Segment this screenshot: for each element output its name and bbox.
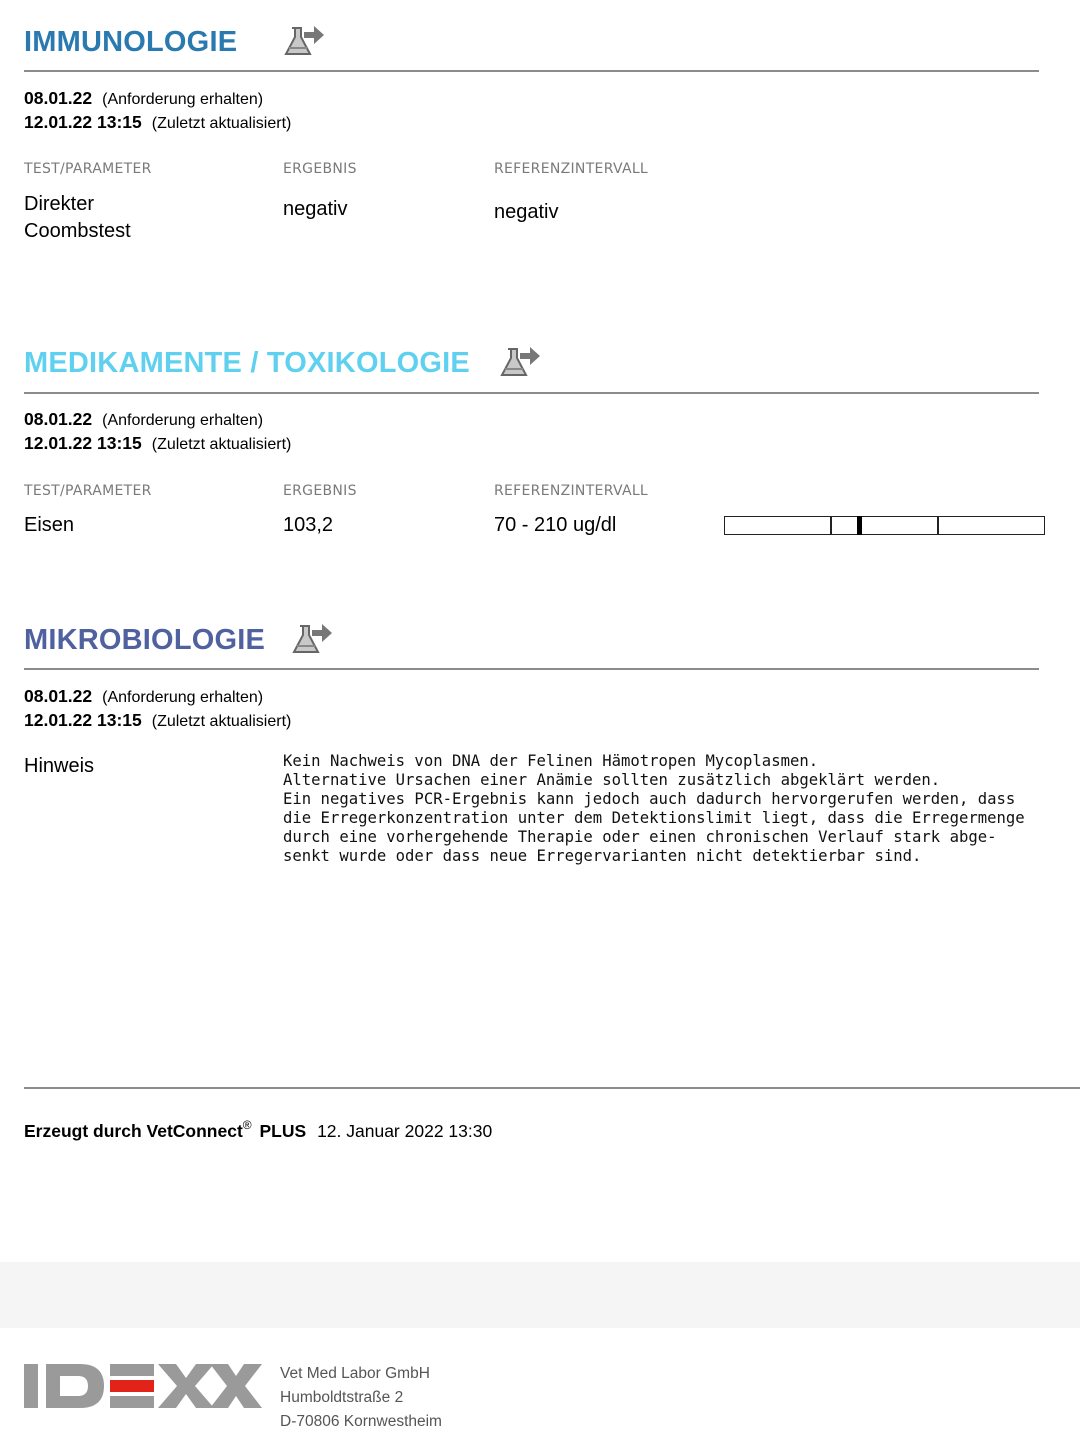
received-label: (Anforderung erhalten) (102, 412, 264, 429)
section-header (24, 624, 1039, 684)
section-header (24, 347, 1039, 407)
date-block (24, 87, 291, 135)
column-header-result: ERGEBNIS (283, 161, 357, 177)
updated-label: (Zuletzt aktualisiert) (151, 713, 292, 730)
received-date: 08.01.22 (24, 686, 93, 706)
test-name-line2: Coombstest (24, 220, 131, 242)
received-label: (Anforderung erhalten) (102, 689, 264, 706)
column-header-test: TEST/PARAMETER (24, 483, 152, 499)
test-name-line1: Direkter (24, 193, 95, 215)
section-header (24, 26, 1039, 86)
generated-by (24, 1118, 492, 1142)
flask-arrow-icon[interactable] (290, 620, 332, 656)
company-address (280, 1362, 442, 1434)
section-title: IMMUNOLOGIE (24, 26, 238, 58)
column-header-reference: REFERENZINTERVALL (494, 161, 649, 177)
section-divider (24, 70, 1039, 72)
column-header-test: TEST/PARAMETER (24, 161, 152, 177)
updated-date: 12.01.22 13:15 (24, 433, 142, 453)
flask-arrow-icon[interactable] (282, 22, 324, 58)
company-city: D-70806 Kornwestheim (280, 1413, 442, 1430)
page-separator-band (0, 1262, 1080, 1328)
range-bar-tick (937, 517, 939, 534)
flask-arrow-icon[interactable] (498, 343, 540, 379)
section-medikamente-toxikologie (24, 347, 1039, 536)
generated-prefix: Erzeugt durch VetConnect (24, 1121, 243, 1141)
range-bar-marker (857, 516, 862, 535)
section-divider (24, 668, 1039, 670)
idexx-logo (24, 1364, 262, 1408)
updated-date: 12.01.22 13:15 (24, 710, 142, 730)
received-label: (Anforderung erhalten) (102, 91, 264, 108)
date-block (24, 685, 291, 733)
section-title: MIKROBIOLOGIE (24, 624, 266, 656)
column-header-reference: REFERENZINTERVALL (494, 483, 649, 499)
section-divider (24, 392, 1039, 394)
updated-label: (Zuletzt aktualisiert) (151, 115, 292, 132)
section-title: MEDIKAMENTE / TOXIKOLOGIE (24, 347, 470, 379)
company-name: Vet Med Labor GmbH (280, 1365, 430, 1382)
registered-mark: ® (242, 1118, 252, 1132)
section-mikrobiologie (24, 624, 1039, 777)
received-date: 08.01.22 (24, 409, 93, 429)
generated-suffix: PLUS (259, 1121, 307, 1141)
test-name (24, 191, 131, 245)
test-result: 103,2 (283, 514, 334, 536)
test-reference: negativ (494, 201, 559, 223)
column-header-result: ERGEBNIS (283, 483, 357, 499)
test-result: negativ (283, 198, 348, 220)
company-street: Humboldtstraße 2 (280, 1389, 404, 1406)
test-reference: 70 - 210 ug/dl (494, 514, 617, 536)
footer-divider (24, 1087, 1080, 1089)
reference-range-bar (724, 516, 1045, 535)
received-date: 08.01.22 (24, 88, 93, 108)
note-text: Kein Nachweis von DNA der Felinen Hämotropen Mycoplasmen. Alternative Ursachen einer Anämie sollten zusätzlich abgeklärt werden. Ein negatives PCR-Ergebnis kann jedoch auch dadurch hervorgerufen werden, dass die Erregerkonzentration unter dem Detektionslimit liegt, dass die Erregermenge durch eine vorhergehende Therapie oder einen chronischen Verlauf stark abge- senkt wurde oder dass neue Erregervarianten nicht detektierbar sind. (283, 752, 1025, 865)
range-bar-tick (830, 517, 832, 534)
test-name: Eisen (24, 514, 75, 536)
date-block (24, 408, 291, 456)
note-label: Hinweis (24, 755, 95, 777)
updated-label: (Zuletzt aktualisiert) (151, 436, 292, 453)
generated-date: 12. Januar 2022 13:30 (317, 1121, 493, 1141)
updated-date: 12.01.22 13:15 (24, 112, 142, 132)
section-immunologie (24, 26, 1039, 242)
